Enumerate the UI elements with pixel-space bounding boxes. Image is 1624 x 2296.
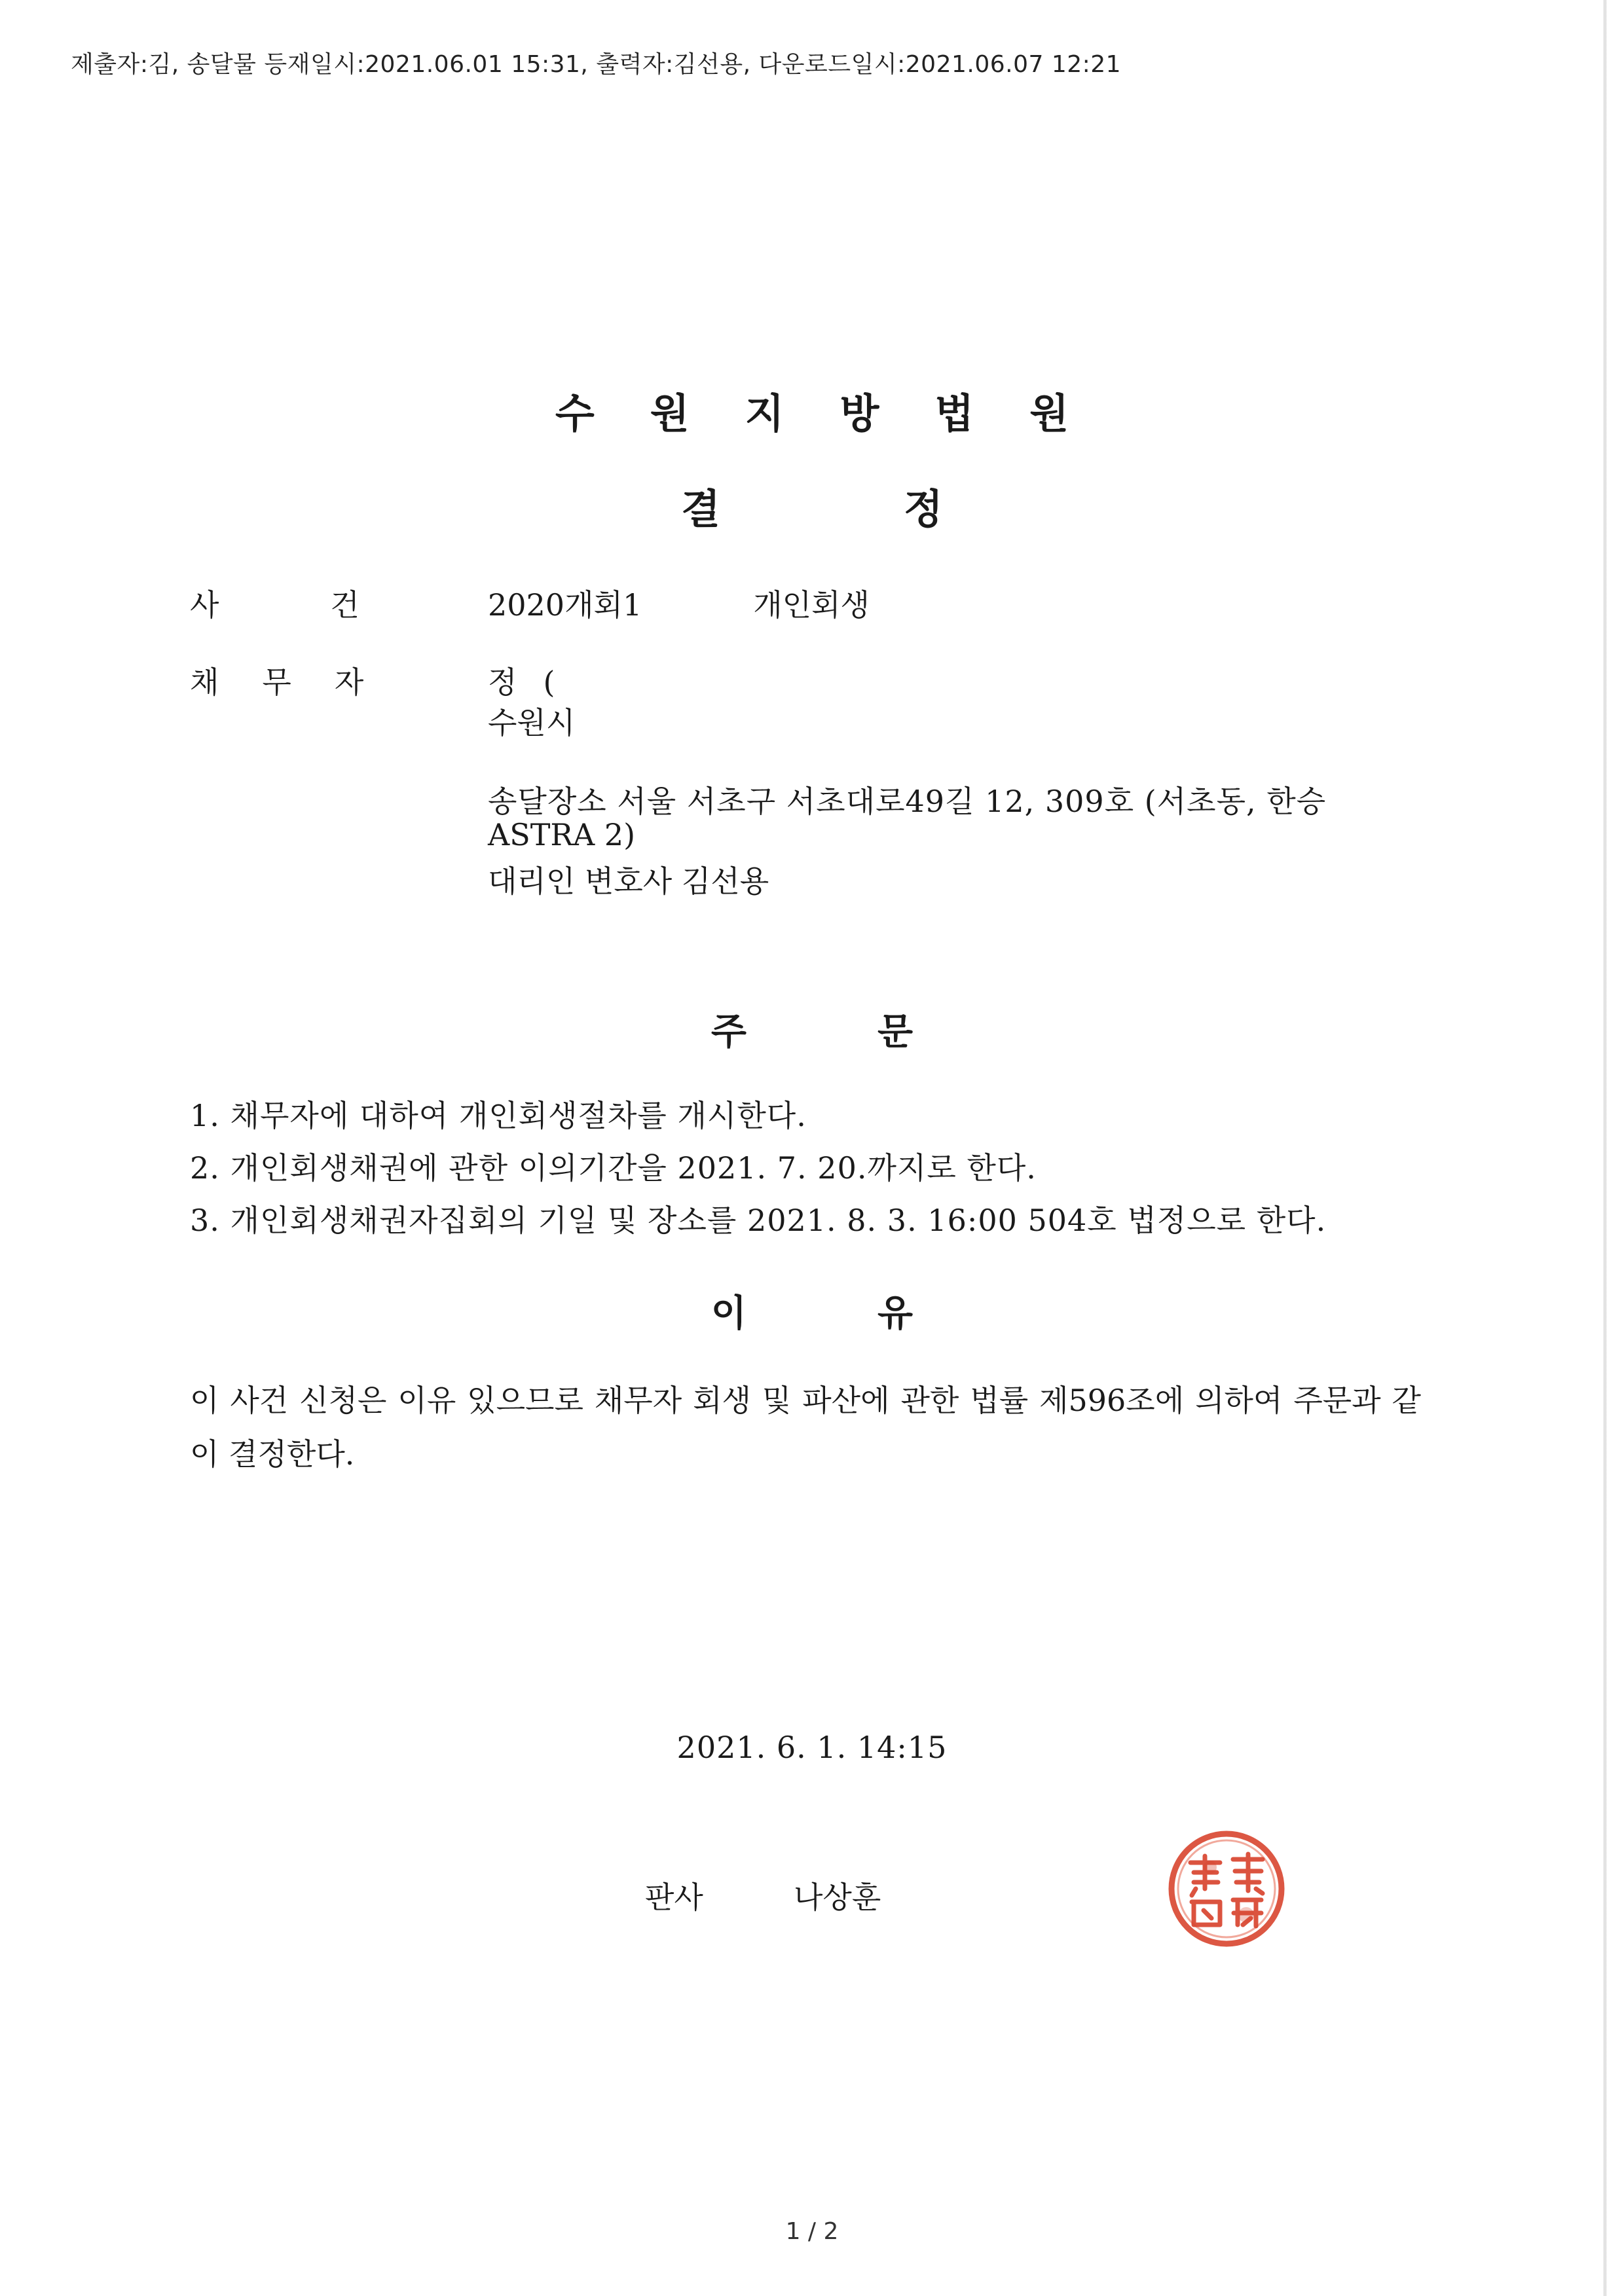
order-item: 2. 개인회생채권에 관한 이의기간을 2021. 7. 20.까지로 한다. bbox=[190, 1150, 1037, 1186]
judge-name: 나상훈 bbox=[794, 1880, 881, 1915]
case-type: 개인회생 bbox=[753, 587, 870, 623]
service-address-line2: ASTRA 2) bbox=[488, 817, 636, 852]
order-item: 3. 개인회생채권자집회의 기일 및 장소를 2021. 8. 3. 16:00 504호 법정으로 한다. bbox=[190, 1203, 1327, 1238]
debtor-label: 채무자 bbox=[190, 665, 407, 700]
service-address-line1: 송달장소 서울 서초구 서초대로49길 12, 309호 (서초동, 한승 bbox=[488, 784, 1327, 819]
reason-heading: 이유 bbox=[710, 1292, 1044, 1335]
document-type: 결정 bbox=[681, 485, 1126, 533]
decision-date: 2021. 6. 1. 14:15 bbox=[676, 1730, 948, 1765]
case-label: 사건 bbox=[190, 587, 471, 623]
reason-text: 이 사건 신청은 이유 있으므로 채무자 회생 및 파산에 관한 법률 제596조에 의하여 주문과 같이 결정한다. bbox=[190, 1383, 1421, 1472]
scan-edge bbox=[1603, 0, 1607, 2296]
case-value bbox=[488, 581, 870, 625]
debtor-name-paren: ( bbox=[543, 665, 555, 700]
debtor-agent: 대리인 변호사 김선용 bbox=[488, 864, 769, 899]
print-header: 제출자:김, 송달물 등재일시:2021.06.01 15:31, 출력자:김선용, 다운로드일시:2021.06.07 12:21 bbox=[71, 51, 1122, 78]
court-name: 수원지방법원 bbox=[555, 390, 1125, 437]
judge-seal-icon bbox=[1164, 1827, 1289, 1951]
case-number: 2020개회1 bbox=[488, 587, 642, 623]
debtor-address: 수원시 bbox=[488, 705, 576, 740]
order-heading: 주문 bbox=[710, 1011, 1044, 1053]
page-number: 1 / 2 bbox=[785, 2218, 839, 2245]
order-item: 1. 채무자에 대하여 개인회생절차를 개시한다. bbox=[190, 1098, 807, 1133]
judge-title: 판사 bbox=[645, 1880, 703, 1915]
debtor-name-line bbox=[488, 659, 555, 702]
debtor-name: 정 bbox=[488, 665, 517, 700]
